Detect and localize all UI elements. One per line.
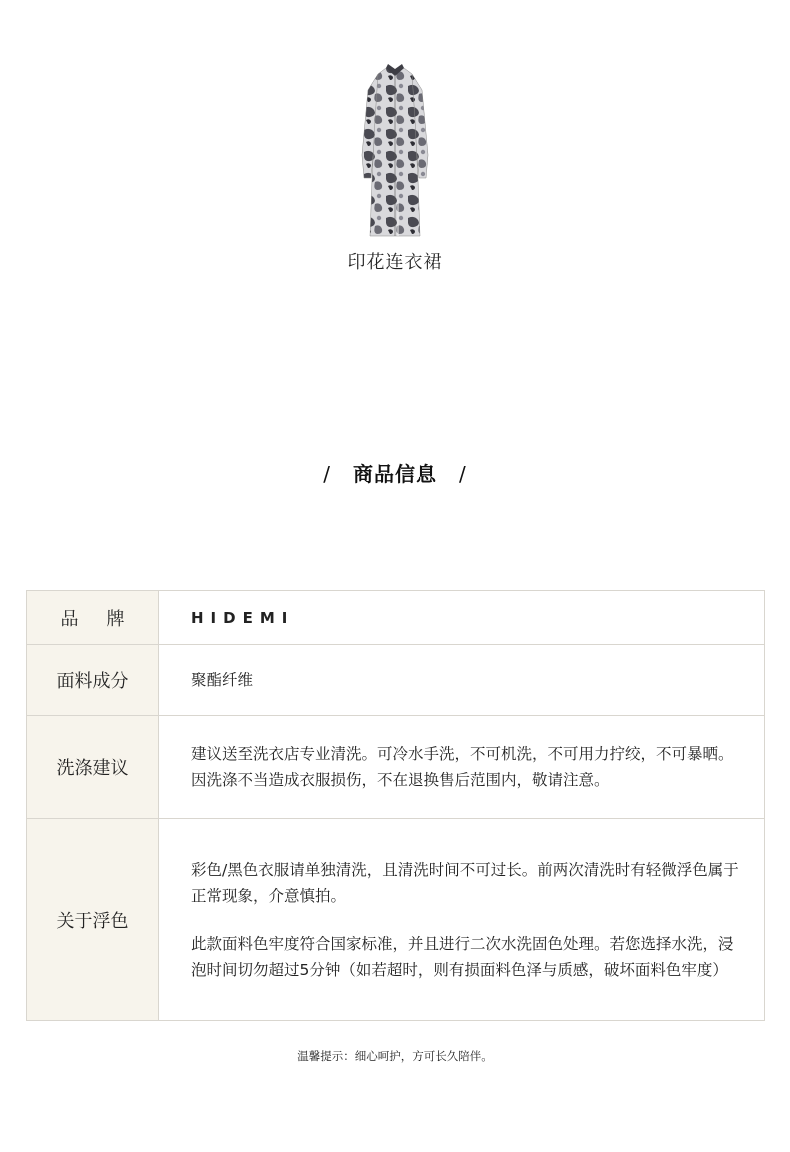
fabric-label: 面料成分 — [27, 645, 159, 716]
printed-dress-image — [340, 60, 450, 240]
title-slash-right: / — [458, 462, 467, 486]
product-block — [0, 60, 790, 274]
color-bleed-paragraph-1: 彩色/黑色衣服请单独清洗，且清洗时间不可过长。前两次清洗时有轻微浮色属于正常现象，介意慎拍。 — [191, 860, 739, 905]
row-value — [159, 591, 765, 645]
product-name: 印花连衣裙 — [347, 252, 443, 273]
table-row-color-bleed — [27, 819, 765, 1021]
wash-value: 建议送至洗衣店专业清洗。可冷水手洗，不可机洗，不可用力拧绞，不可暴晒。因洗涤不当造成衣服损伤，不在退换售后范围内，敬请注意。 — [159, 716, 765, 819]
row-label — [27, 591, 159, 645]
table-row-wash — [27, 716, 765, 819]
footer-note: 温馨提示：细心呵护，方可长久陪伴。 — [297, 1049, 493, 1063]
section-title — [0, 458, 790, 487]
table-row-fabric — [27, 645, 765, 716]
section-title-text: 商品信息 — [353, 462, 437, 486]
table-row-brand — [27, 591, 765, 645]
title-slash-left: / — [323, 462, 332, 486]
wash-label: 洗涤建议 — [27, 716, 159, 819]
fabric-value: 聚酯纤维 — [159, 645, 765, 716]
color-bleed-value — [159, 819, 765, 1021]
brand-label: 品牌 — [60, 608, 153, 630]
product-info-table — [26, 590, 765, 1021]
color-bleed-label: 关于浮色 — [27, 819, 159, 1021]
color-bleed-paragraph-2: 此款面料色牢度符合国家标准，并且进行二次水洗固色处理。若您选择水洗，浸泡时间切勿超过5分钟（如若超时，则有损面料色泽与质感，破坏面料色牢度） — [191, 934, 734, 979]
brand-value: HIDEMI — [191, 608, 295, 627]
